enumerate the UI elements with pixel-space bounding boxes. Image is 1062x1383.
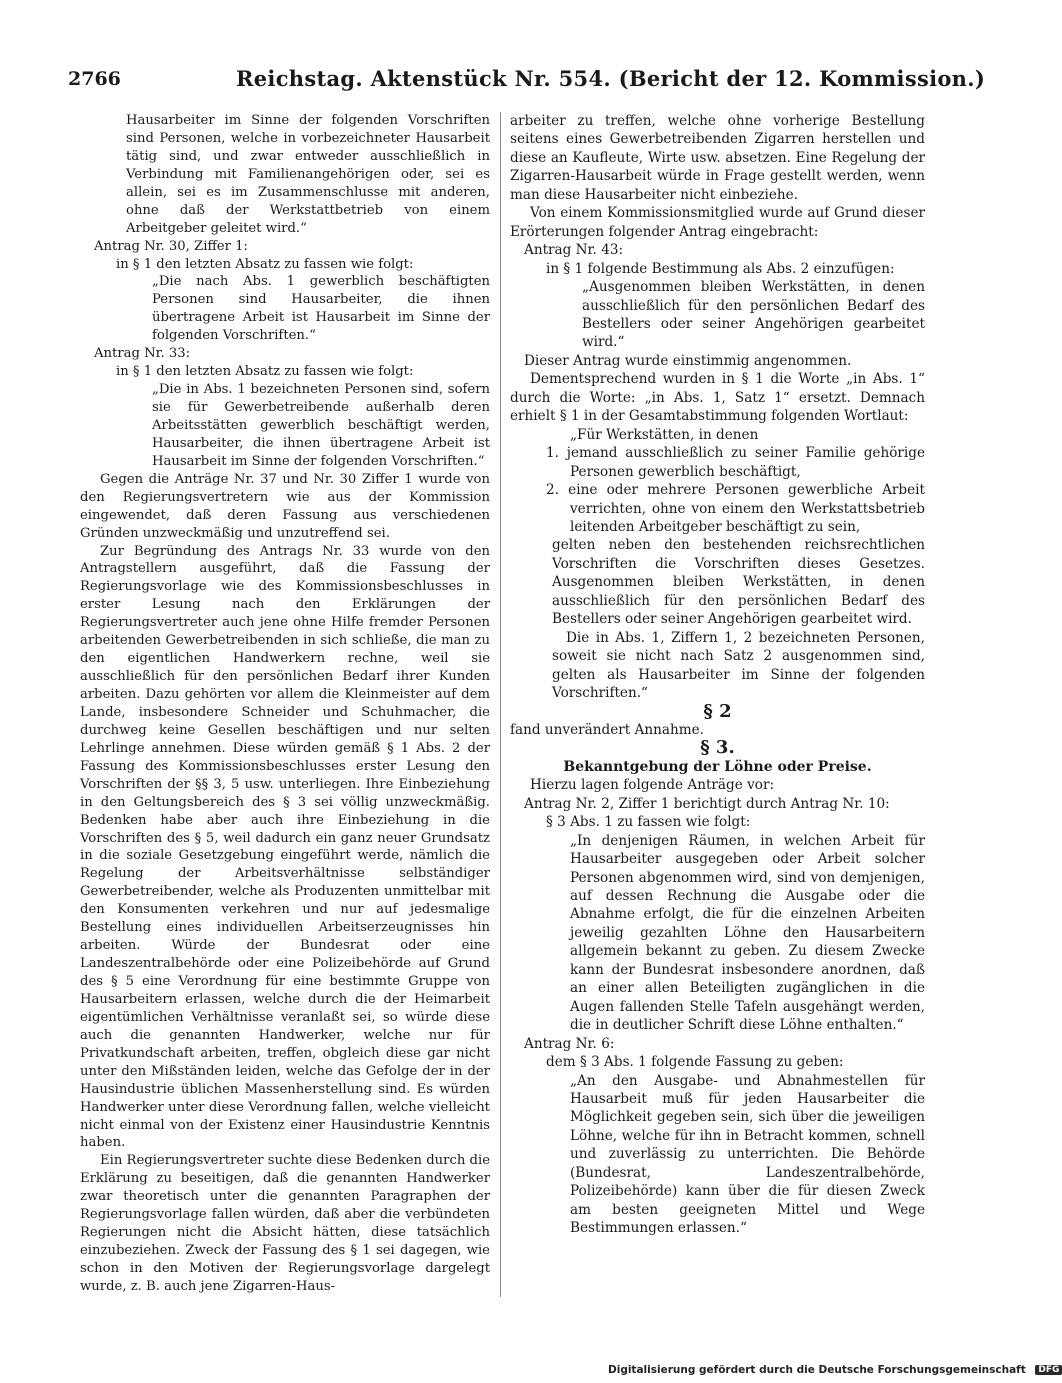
page-number: 2766 bbox=[68, 68, 121, 90]
page-header bbox=[68, 62, 986, 96]
left-column-paragraph: Hausarbeiter im Sinne der folgenden Vorschriften sind Personen, welche in vorbezeichneter Hausarbeit tätig sind, und zwar entweder ausschließlich in Verbindung mit Familienangehörigen oder, sei es allein, sei es im Zusammenschlusse mit anderen, ohne daß der Werkstattbetrieb von einem Arbeitgeber geleitet wird.“ bbox=[126, 113, 490, 236]
page-footer bbox=[608, 1364, 1060, 1382]
right-column-paragraph: § 3. bbox=[700, 737, 735, 759]
left-column-paragraph: „Die nach Abs. 1 gewerblich beschäftigten Personen sind Hausarbeiter, die ihnen übertragene Arbeit ist Hausarbeit im Sinne der folgenden Vorschriften.“ bbox=[152, 274, 490, 344]
right-column-paragraph: „An den Ausgabe- und Abnahmestellen für Hausarbeit muß für jeden Hausarbeiter die Möglichkeit gegeben sein, sich über die jeweiligen Löhne, welche für ihn in Betracht kommen, schnell und zuverlässig zu unterrichten. Die Behörde (Bundesrat, Landeszentralbehörde, Polizeibehörde) kann über die für diesen Zweck am besten geeigneten Mittel und Wege Bestimmungen erlassen.“ bbox=[570, 1072, 925, 1237]
right-column-paragraph: Dieser Antrag wurde einstimmig angenommen. bbox=[524, 352, 852, 369]
right-column-paragraph: 1. jemand ausschließlich zu seiner Familie gehörige Personen gewerblich beschäftigt, bbox=[546, 445, 925, 480]
right-column-paragraph: § 3 Abs. 1 zu fassen wie folgt: bbox=[546, 814, 751, 831]
right-column-paragraph: Bekanntgebung der Löhne oder Preise. bbox=[563, 758, 872, 775]
right-column-paragraph: arbeiter zu treffen, welche ohne vorherige Bestellung seitens eines Gewerbetreibenden Zigarren herstellen und diese an Kaufleute, Wirte usw. absetzen. Eine Regelung der Zigarren-Hausarbeit würde in Frage gestellt werden, wenn man diese Hausarbeiter nicht einbeziehe. bbox=[510, 113, 925, 203]
running-head: Reichstag. Aktenstück Nr. 554. (Bericht der 12. Kommission.) bbox=[236, 66, 986, 91]
right-column-paragraph: Antrag Nr. 2, Ziffer 1 berichtigt durch Antrag Nr. 10: bbox=[524, 795, 890, 812]
right-column-paragraph: „Ausgenommen bleiben Werkstätten, in denen ausschließlich für den persönlichen Bedarf des Bestellers oder seiner Angehörigen gearbeitet wird.“ bbox=[582, 279, 925, 351]
right-column-paragraph: in § 1 folgende Bestimmung als Abs. 2 einzufügen: bbox=[546, 260, 895, 277]
right-column-paragraph: dem § 3 Abs. 1 folgende Fassung zu geben: bbox=[546, 1054, 844, 1071]
left-column-paragraph: Antrag Nr. 33: bbox=[94, 346, 191, 362]
right-column-paragraph: gelten neben den bestehenden reichsrechtlichen Vorschriften die Vorschriften dieses Gesetzes. Ausgenommen bleiben Werkstätten, in denen ausschließlich für den persönlichen Bedarf des Bestellers oder seiner Angehörigen gearbeitet wird. bbox=[552, 537, 925, 628]
left-column-paragraph: Gegen die Anträge Nr. 37 und Nr. 30 Ziffer 1 wurde von den Regierungsvertretern wie aus der Kommission eingewendet, daß deren Fassung aus verschiedenen Gründen unzweckmäßig und unzutreffend sei. bbox=[80, 471, 490, 541]
left-column-paragraph: in § 1 den letzten Absatz zu fassen wie folgt: bbox=[116, 256, 414, 272]
left-column-paragraph: in § 1 den letzten Absatz zu fassen wie folgt: bbox=[116, 364, 414, 380]
right-column-paragraph: § 2 bbox=[703, 700, 732, 722]
dfg-logo: DFG bbox=[1035, 1365, 1062, 1375]
right-column bbox=[510, 112, 925, 1312]
left-column-paragraph: Antrag Nr. 30, Ziffer 1: bbox=[94, 238, 248, 254]
left-column bbox=[80, 112, 490, 1312]
footer-credit: Digitalisierung gefördert durch die Deutsche Forschungsgemeinschaft bbox=[608, 1364, 1026, 1376]
right-column-paragraph: „In denjenigen Räumen, in welchen Arbeit für Hausarbeiter ausgegeben oder Arbeit solcher Personen abgenommen wird, sind von demjenigen, auf dessen Rechnung die Ausgabe oder die Abnahme erfolgt, die für die einzelnen Arbeiten jeweilig gezahlten Löhne den Hausarbeitern allgemein bekannt zu geben. Zu diesem Zwecke kann der Bundesrat insbesondere anordnen, daß an einer allen Beteiligten zugänglichen in die Augen fallenden Stelle Tafeln ausgehängt werden, die in deutlicher Schrift diese Löhne enthalten.“ bbox=[570, 832, 925, 1034]
right-column-paragraph: Die in Abs. 1, Ziffern 1, 2 bezeichneten Personen, soweit sie nicht nach Satz 2 ausgenommen sind, gelten als Hausarbeiter im Sinne der folgenden Vorschriften.“ bbox=[552, 629, 925, 702]
right-column-paragraph: Antrag Nr. 43: bbox=[524, 242, 624, 259]
left-column-paragraph: Ein Regierungsvertreter suchte diese Bedenken durch die Erklärung zu beseitigen, daß die genannten Handwerker zwar theoretisch unter die genannten Paragraphen der Regierungsvorlage fallen würden, daß aber die verbündeten Regierungen nicht die Absicht hätten, diese tatsächlich einzubeziehen. Zweck der Fassung des § 1 sei dagegen, wie schon in den Motiven der Regierungsvorlage dargelegt wurde, z. B. auch jene Zigarren-Haus- bbox=[80, 1153, 490, 1294]
right-column-paragraph: Antrag Nr. 6: bbox=[524, 1035, 615, 1052]
right-column-paragraph: Dementsprechend wurden in § 1 die Worte „in Abs. 1“ durch die Worte: „in Abs. 1, Satz 1“ ersetzt. Demnach erhielt § 1 in der Gesamtabstimmung folgenden Wortlaut: bbox=[510, 371, 925, 425]
right-column-paragraph: 2. eine oder mehrere Personen gewerbliche Arbeit verrichten, ohne von einem den Werkstattsbetrieb leitenden Arbeitgeber beschäftigt zu sein, bbox=[546, 482, 925, 535]
column-divider bbox=[500, 112, 501, 1297]
right-column-paragraph: fand unverändert Annahme. bbox=[510, 721, 704, 738]
right-column-paragraph: Hierzu lagen folgende Anträge vor: bbox=[530, 777, 775, 794]
left-column-paragraph: „Die in Abs. 1 bezeichneten Personen sind, sofern sie für Gewerbetreibende außerhalb deren Arbeitsstätten gewerblich beschäftigt werden, Hausarbeiter, die ihnen übertragene Arbeit ist Hausarbeit im Sinne der folgenden Vorschriften.“ bbox=[152, 382, 490, 469]
left-column-paragraph: Zur Begründung des Antrags Nr. 33 wurde von den Antragstellern ausgeführt, daß die Fassung der Regierungsvorlage wie des Kommissionsbeschlusses in erster Lesung nach den Erklärungen der Regierungsvertreter auch jene ohne Hilfe fremder Personen arbeitenden Gewerbetreibenden in sich schließe, die man zu den eigentlichen Handwerkern rechne, weil sie ausschließlich für den persönlichen Bedarf ihrer Kunden arbeiten. Dazu gehörten vor allem die Kleinmeister auf dem Lande, insbesondere Schneider und Schuhmacher, die durchweg keine Gesellen beschäftigen und nur selten Lehrlinge annehmen. Diese würden gemäß § 1 Abs. 2 der Fassung des Kommissionsbeschlusses erster Lesung den Vorschriften der §§ 3, 5 usw. unterliegen. Ihre Einbeziehung in den Geltungsbereich des § 3 sei völlig unzweckmäßig. Bedenken habe aber auch ihre Einbeziehung in die Vorschriften des § 5, weil dadurch ein ganz neuer Grundsatz in die soziale Gesetzgebung eingeführt werde, nämlich die Regelung der Arbeitsverhältnisse selbständiger Gewerbetreibender, welche als Produzenten unmittelbar mit den Konsumenten verkehren und nur auf jedesmalige Bestellung eines individuellen Arbeitserzeugnisses hin arbeiten. Würde der Bundesrat oder eine Landeszentralbehörde oder eine Polizeibehörde auf Grund des § 5 eine Verordnung für eine bestimmte Gruppe von Hausarbeitern erlassen, welche durch die der Heimarbeit eigentümlichen Verhältnisse veranlaßt sei, so würde diese auch die genannten Handwerker, welche nur für Privatkundschaft arbeiten, treffen, obgleich diese gar nicht unter den Mißständen leiden, welche das Gefolge der in der Hausindustrie üblichen Massenherstellung sind. Es würden Handwerker unter diese Verordnung fallen, welche vielleicht nicht einmal von der Existenz einer Hausindustrie Kenntnis haben. bbox=[80, 543, 490, 1151]
right-column-paragraph: Von einem Kommissionsmitglied wurde auf Grund dieser Erörterungen folgender Antrag eingebracht: bbox=[510, 205, 925, 240]
right-column-paragraph: „Für Werkstätten, in denen bbox=[570, 426, 759, 443]
